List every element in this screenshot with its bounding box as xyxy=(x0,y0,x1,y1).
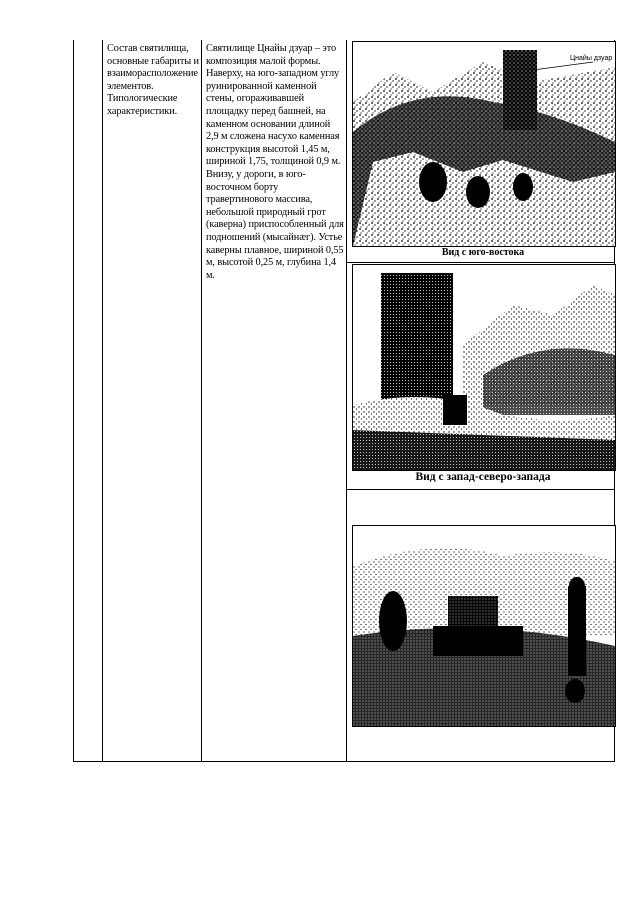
photo-west-northwest-view xyxy=(352,264,616,471)
photo-caption-west-northwest: Вид с запад-северо-запада xyxy=(415,471,551,483)
photo-southeast-view xyxy=(352,41,616,247)
photo-divider-1 xyxy=(346,262,615,263)
photo-annotation-label: Цнайы дзуар xyxy=(570,55,613,62)
table-divider-3 xyxy=(346,40,347,762)
sanctuary-description xyxy=(206,43,344,282)
photo-caption-southeast: Вид с юго-востока xyxy=(441,247,525,258)
section-label: Состав святилища, основные габариты и взаиморасположение элементов. Типологические характеристики. xyxy=(107,43,199,117)
table-divider-2 xyxy=(201,40,202,762)
photo-sanctuary-with-visitors xyxy=(352,525,616,727)
description-paragraph-1: Святилище Цнайы дзуар – это композиция малой формы. Наверху, на юго-западном углу руинированной каменной стены, огораживавшей площадку перед башней, на каменном основании длиной 2,9 м сложена насухо каменная конструкция высотой 1,45 м, шириной 1,75, толщиной 0,9 м. xyxy=(206,43,341,168)
table-divider-1 xyxy=(102,40,103,762)
photo-divider-2 xyxy=(346,489,615,490)
table-border-left xyxy=(73,40,74,762)
table-border-bottom xyxy=(73,761,615,762)
description-paragraph-2: Внизу, у дороги, в юго-восточном борту травертинового массива, небольшой природный грот (каверна) приспособленный для подношений (мысайнæг). Устье каверны плавное, шириной 0,55 м, высотой 0,25 м, глубина 1,4 м. xyxy=(206,168,344,281)
